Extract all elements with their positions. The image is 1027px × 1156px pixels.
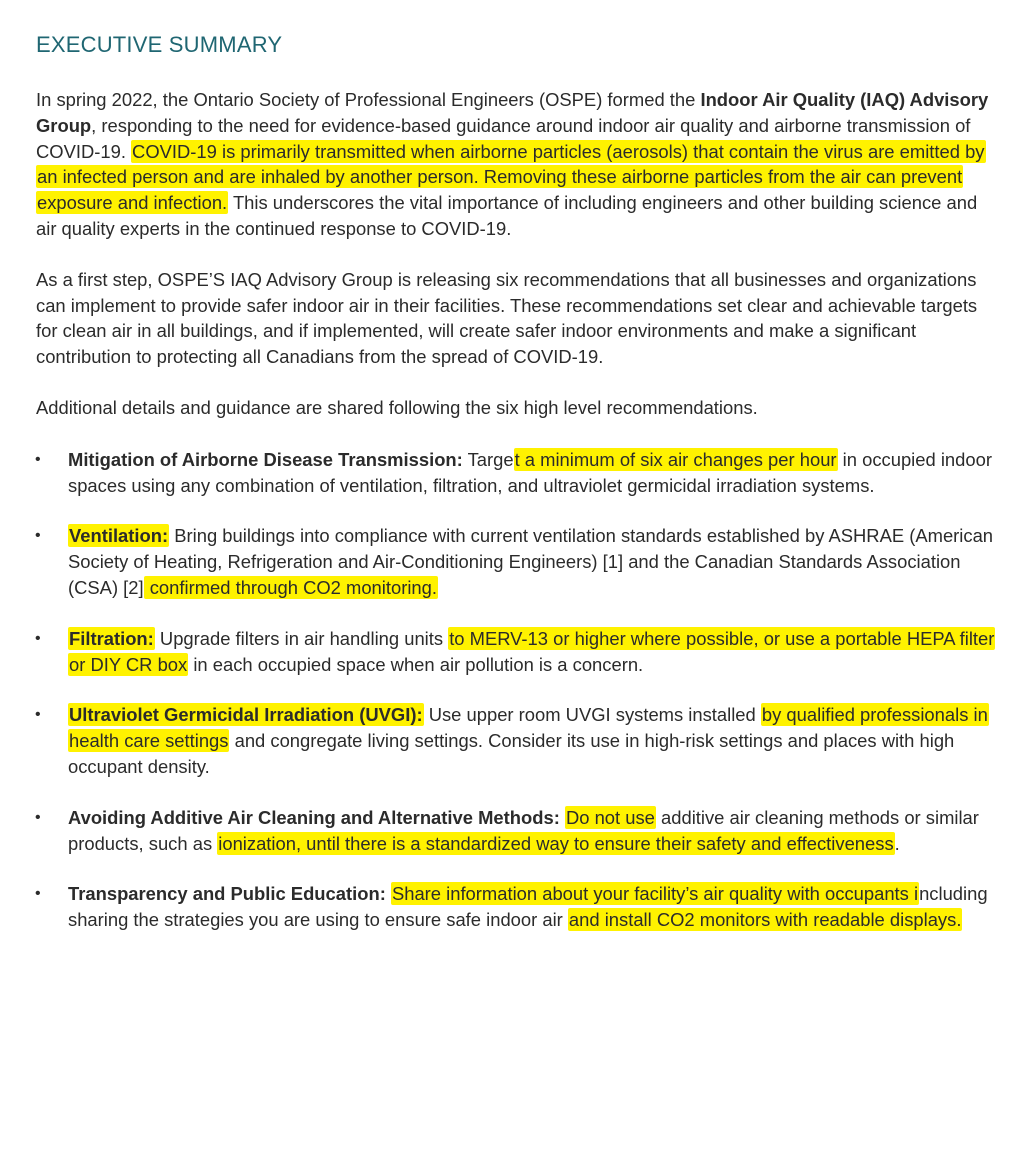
recommendations-list — [36, 447, 1001, 933]
highlight-transmission: COVID-19 is primarily transmitted when airborne particles (aerosols) that contain the virus are emitted by an infected person and are inhaled by another person. Removing these airborne particles from the air can prevent exposure and infection. — [37, 140, 985, 214]
rec-text: Upgrade filters in air handling units — [154, 627, 449, 649]
rec-text: Use upper room UVGI systems installed — [423, 704, 761, 726]
intro-text-d: This underscores the vital importance of including engineers and other building science and air quality experts in the continued response to COVID-19. — [36, 192, 978, 239]
rec-text: in occupied indoor spaces using any combination of ventilation, filtration, and ultraviolet germicidal irradiation systems. — [68, 448, 992, 496]
rec-highlight: Do not use — [565, 806, 655, 828]
list-item — [36, 805, 1001, 857]
rec-title: Avoiding Additive Air Cleaning and Alternative Methods: — [68, 806, 560, 828]
rec-title-highlight — [68, 627, 155, 650]
rec-text: in each occupied space when air pollution is a concern. — [188, 653, 644, 675]
recommendations-paragraph: As a first step, OSPE’S IAQ Advisory Group is releasing six recommendations that all businesses and organizations can implement to provide safer indoor air in their facilities. These recommendations set clear and achievable targets for clean air in all buildings, and if implemented, will create safer indoor environments and make a significant contribution to protecting all Canadians from the spread of COVID-19. — [36, 268, 978, 368]
bullet-icon: • — [35, 450, 41, 468]
bullet-icon: • — [35, 706, 41, 724]
rec-highlight: t a minimum of six air changes per hour — [514, 448, 837, 470]
bullet-icon: • — [35, 885, 41, 903]
rec-title: Ventilation: — [69, 525, 169, 547]
rec-title: Transparency and Public Education: — [68, 883, 386, 905]
rec-text: Bring buildings into compliance with current ventilation standards established by ASHRAE (American Society of Heating, Refrigeration and Air-Conditioning Engineers) [1] and the Canadian Standards Association (CSA) [2] — [68, 525, 994, 598]
intro-paragraph — [36, 87, 1001, 242]
intro-text-c: , responding to the need for evidence-based guidance around indoor air quality and airborne transmission of COVID-19. — [36, 114, 971, 162]
bullet-icon: • — [35, 808, 41, 826]
details-paragraph: Additional details and guidance are shared following the six high level recommendations. — [36, 396, 758, 418]
rec-highlight: by qualified professionals in health care settings — [69, 704, 988, 752]
rec-title-highlight — [68, 524, 169, 547]
list-item — [36, 447, 1001, 499]
rec-text: additive air cleaning methods or similar products, such as — [68, 806, 979, 854]
document-page — [36, 30, 1001, 958]
rec-title: Filtration: — [69, 627, 154, 649]
rec-highlight: to MERV-13 or higher where possible, or use a portable HEPA filter or DIY CR box — [69, 627, 995, 675]
rec-highlight: Share information about your facility’s air quality with occupants i — [391, 883, 919, 905]
rec-highlight: ionization, until there is a standardized way to ensure their safety and effectiveness — [218, 832, 894, 854]
list-item — [36, 626, 1001, 678]
rec-text: and congregate living settings. Consider its use in high-risk settings and places with high occupant density. — [68, 730, 955, 777]
rec-title: Mitigation of Airborne Disease Transmission: — [68, 448, 463, 470]
section-heading: EXECUTIVE SUMMARY — [36, 32, 283, 57]
rec-highlight: and install CO2 monitors with readable displays. — [568, 909, 962, 931]
list-item — [36, 881, 1001, 933]
bullet-icon: • — [35, 527, 41, 545]
rec-text: . — [894, 832, 900, 854]
rec-title: Ultraviolet Germicidal Irradiation (UVGI): — [69, 704, 423, 726]
rec-highlight: confirmed through CO2 monitoring. — [144, 576, 437, 598]
list-item — [36, 523, 1001, 600]
advisory-group-name: Indoor Air Quality (IAQ) Advisory Group — [36, 89, 989, 136]
rec-title-highlight — [68, 703, 424, 726]
bullet-icon: • — [35, 629, 41, 647]
intro-text-a: In spring 2022, the Ontario Society of Professional Engineers (OSPE) formed the — [36, 89, 701, 110]
rec-text: Targe — [462, 448, 514, 470]
list-item — [36, 702, 1001, 779]
rec-text: ncluding sharing the strategies you are using to ensure safe indoor air — [68, 883, 988, 931]
